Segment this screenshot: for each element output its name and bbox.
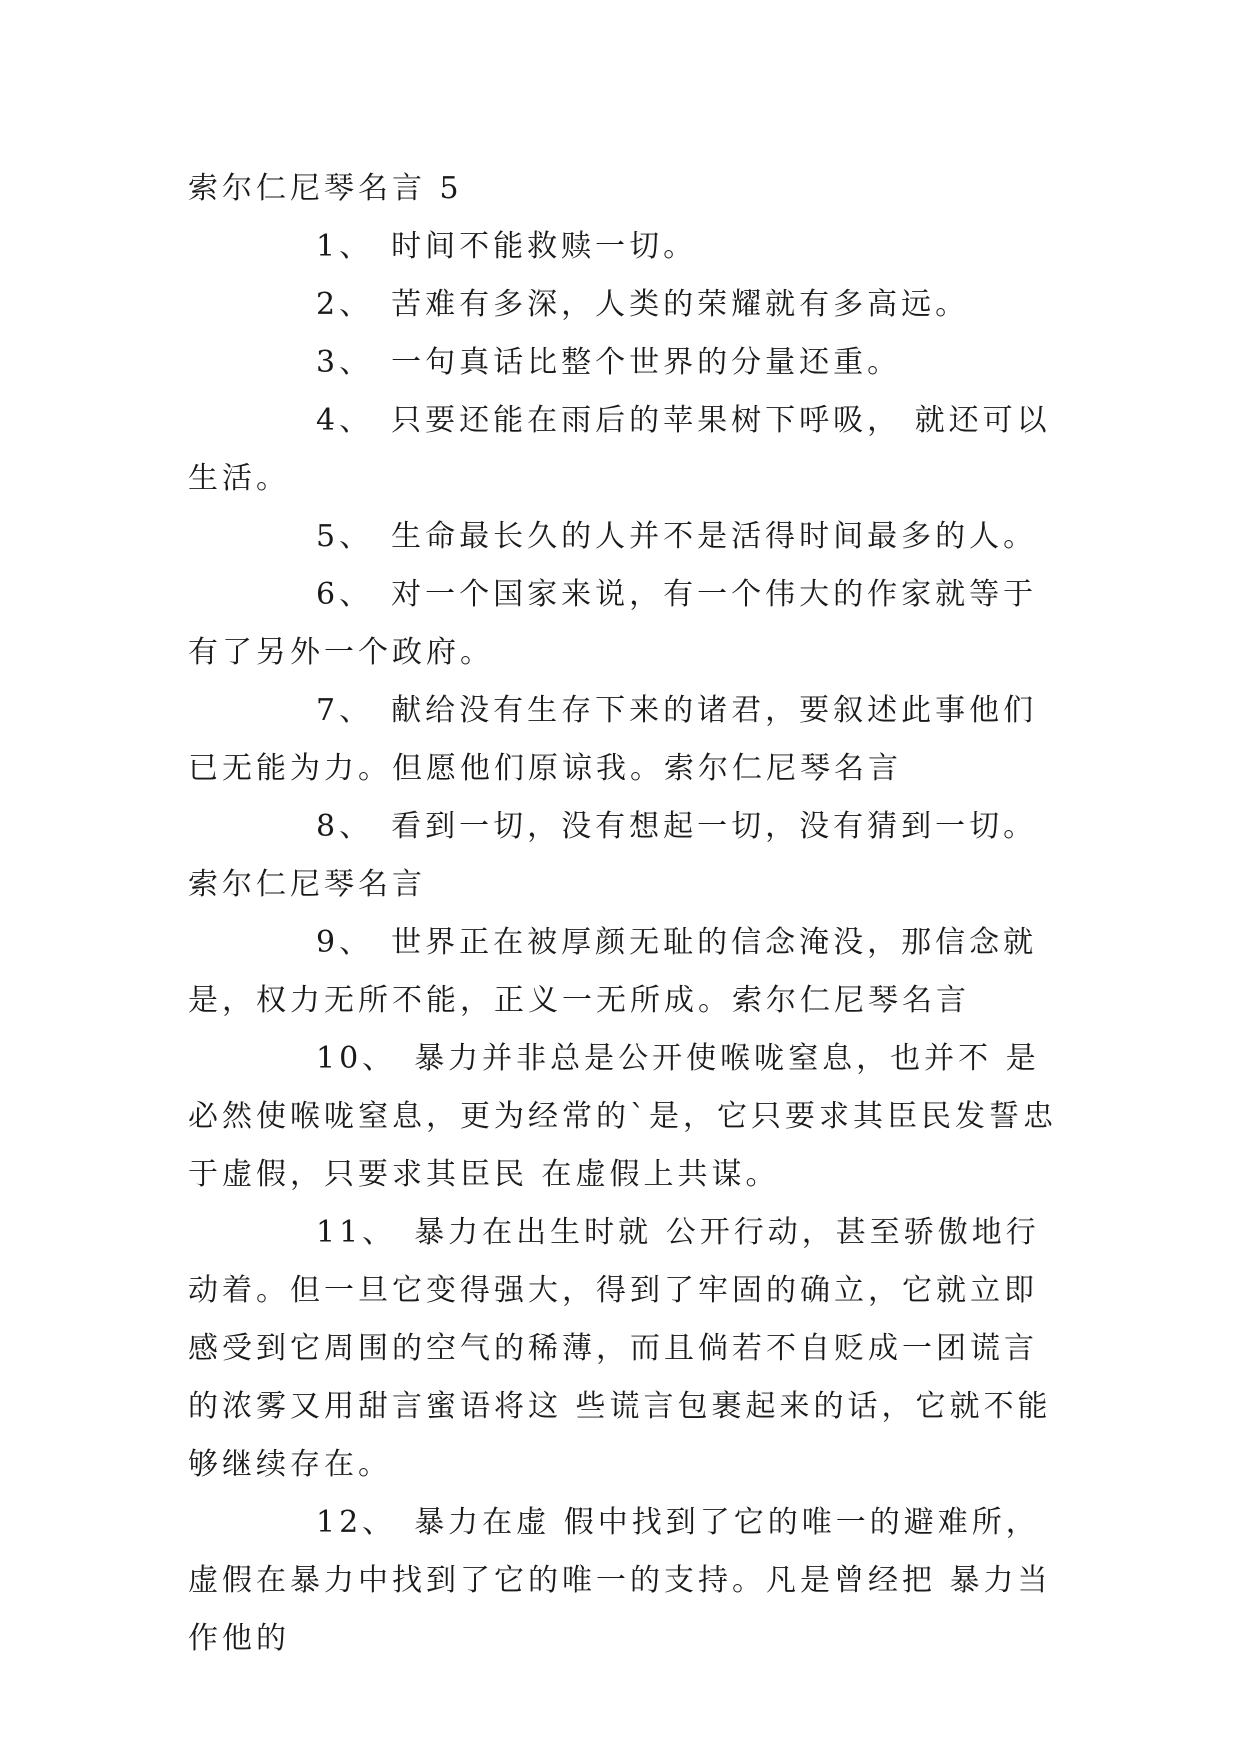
quote-text: 苦难有多深，人类的荣耀就有多高远。: [391, 287, 970, 322]
quote-item: [188, 276, 1058, 334]
quote-number: 10、: [316, 1041, 397, 1076]
quote-number: 8、: [316, 809, 374, 844]
quote-number: 11、: [316, 1215, 397, 1250]
document-page: [188, 160, 1058, 1668]
quote-number: 6、: [316, 577, 374, 612]
quote-item: [188, 566, 1058, 682]
quote-text: 时间不能救赎一切。: [391, 229, 698, 264]
quote-number: 7、: [316, 693, 374, 728]
quote-item: [188, 1494, 1058, 1668]
quote-number: 9、: [316, 925, 374, 960]
quote-text: 一句真话比整个世界的分量还重。: [391, 345, 902, 380]
quote-item: [188, 508, 1058, 566]
quote-number: 5、: [316, 519, 374, 554]
quote-number: 12、: [316, 1505, 397, 1540]
quote-item: [188, 1030, 1058, 1204]
quote-text: 献给没有生存下来的诸君，要叙述此事他们已无能为力。但愿他们原谅我。索尔仁尼琴名言: [188, 693, 1038, 786]
quote-text: 暴力在出生时就 公开行动，甚至骄傲地行动着。但一旦它变得强大，得到了牢固的确立，它就立即 感受到它周围的空气的稀薄，而且倘若不自贬成一团谎言的浓雾又用甜言蜜语将这 些谎言包裹起来的话，它就不能够继续存在。: [188, 1215, 1052, 1482]
quote-text: 生命最长久的人并不是活得时间最多的人。: [391, 519, 1038, 554]
document-title: 索尔仁尼琴名言 5: [188, 171, 463, 206]
quote-item: [188, 218, 1058, 276]
quote-text: 暴力并非总是公开使喉咙窒息，也并不 是必然使喉咙窒息，更为经常的`是，它只要求其臣民发誓忠于虚假，只要求其臣民 在虚假上共谋。: [188, 1041, 1057, 1192]
quote-item: [188, 914, 1058, 1030]
quote-text: 看到一切，没有想起一切，没有猜到一切。索尔仁尼琴名言: [188, 809, 1038, 902]
quote-number: 4、: [316, 403, 374, 438]
quote-item: [188, 798, 1058, 914]
quote-number: 1、: [316, 229, 374, 264]
quote-item: [188, 682, 1058, 798]
quote-item: [188, 1204, 1058, 1494]
quote-text: 只要还能在雨后的苹果树下呼吸， 就还可以生活。: [188, 403, 1051, 496]
quote-text: 暴力在虚 假中找到了它的唯一的避难所，虚假在暴力中找到了它的唯一的支持。凡是曾经把 暴力当作他的: [188, 1505, 1052, 1656]
quote-item: [188, 392, 1058, 508]
quote-number: 2、: [316, 287, 374, 322]
quote-item: [188, 334, 1058, 392]
quote-text: 对一个国家来说，有一个伟大的作家就等于有了另外一个政府。: [188, 577, 1038, 670]
quote-text: 世界正在被厚颜无耻的信念淹没，那信念就是，权力无所不能，正义一无所成。索尔仁尼琴名言: [188, 925, 1038, 1018]
quote-number: 3、: [316, 345, 374, 380]
